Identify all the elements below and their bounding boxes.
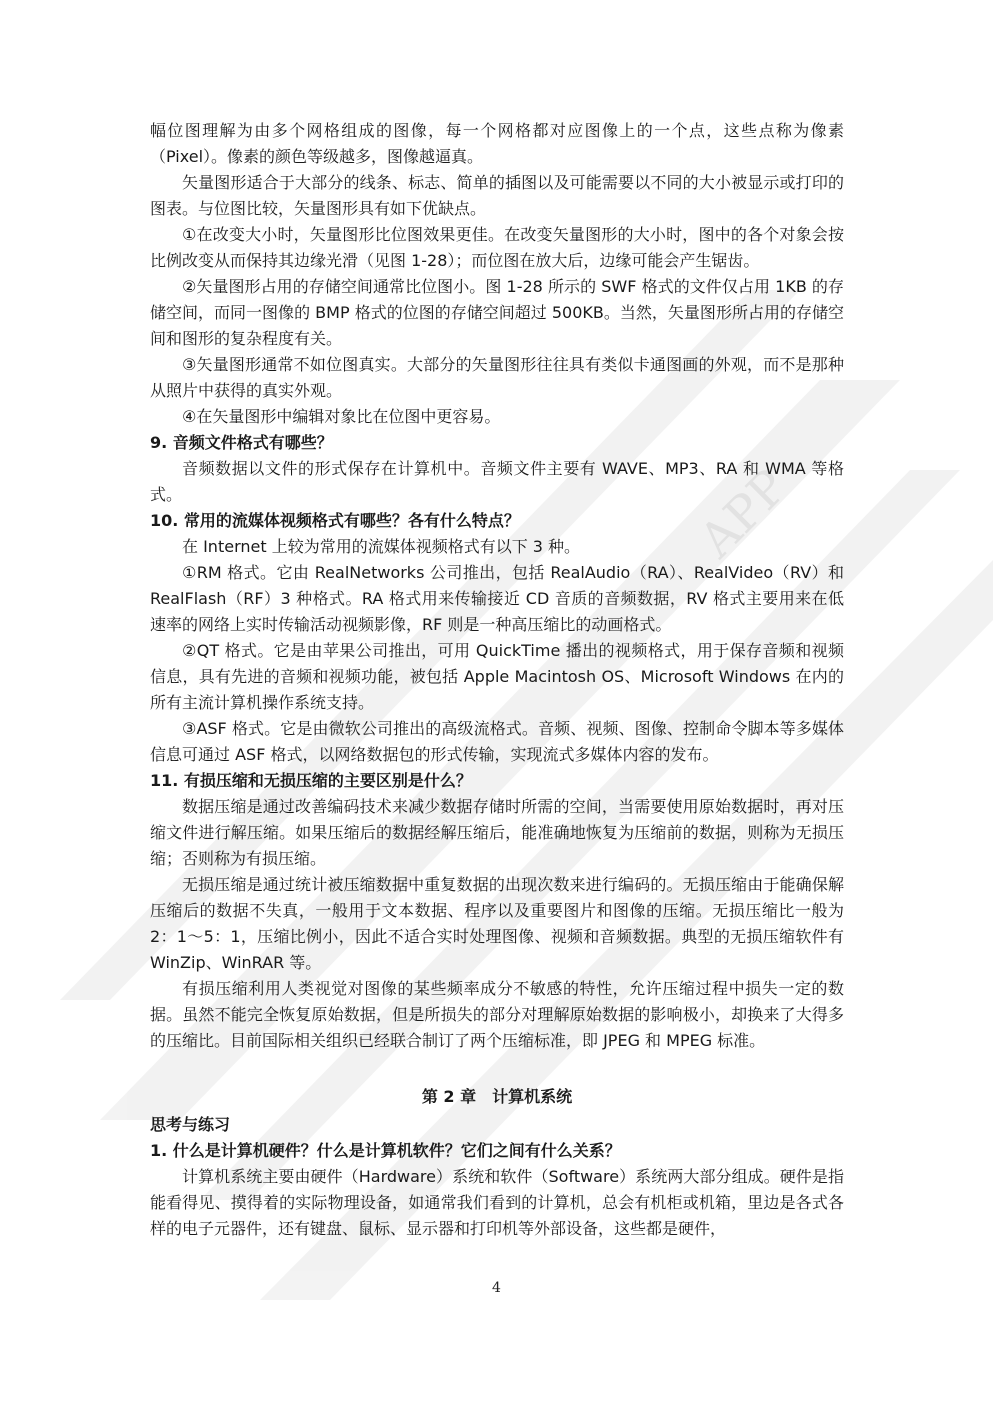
- paragraph-rm-format: ①RM 格式。它由 RealNetworks 公司推出，包括 RealAudio（RA）、RealVideo（RV）和 RealFlash（RF）3 种格式。RA 格式用来传输接近 CD 音质的音频数据，RV 格式主要用来在低速率的网络上实时传输活动视频影像，RF 则是一种高压缩比的动画格式。: [150, 563, 844, 634]
- page-number: 4: [492, 1280, 501, 1296]
- paragraph-asf-format: ③ASF 格式。它是由微软公司推出的高级流格式。音频、视频、图像、控制命令脚本等多媒体信息可通过 ASF 格式，以网络数据包的形式传输，实现流式多媒体内容的发布。: [150, 719, 844, 764]
- paragraph-streaming-intro: 在 Internet 上较为常用的流媒体视频格式有以下 3 种。: [182, 537, 581, 556]
- document-body: [150, 118, 844, 1242]
- question-heading-1: 1. 什么是计算机硬件？什么是计算机软件？它们之间有什么关系？: [150, 1141, 621, 1160]
- paragraph-vector-point-1: ①在改变大小时，矢量图形比位图效果更佳。在改变矢量图形的大小时，图中的各个对象会按比例改变从而保持其边缘光滑（见图 1-28）；而位图在放大后，边缘可能会产生锯齿。: [150, 225, 844, 270]
- paragraph-vector-intro: 矢量图形适合于大部分的线条、标志、简单的插图以及可能需要以不同的大小被显示或打印的图表。与位图比较，矢量图形具有如下优缺点。: [150, 173, 844, 218]
- chapter-title: 第 2 章 计算机系统: [421, 1087, 573, 1106]
- question-heading-10: 10. 常用的流媒体视频格式有哪些？各有什么特点？: [150, 511, 520, 530]
- question-heading-11: 11. 有损压缩和无损压缩的主要区别是什么？: [150, 771, 472, 790]
- paragraph-vector-point-3: ③矢量图形通常不如位图真实。大部分的矢量图形往往具有类似卡通图画的外观，而不是那种从照片中获得的真实外观。: [150, 355, 844, 400]
- paragraph-audio-formats: 音频数据以文件的形式保存在计算机中。音频文件主要有 WAVE、MP3、RA 和 WMA 等格式。: [150, 459, 844, 504]
- question-heading-9: 9. 音频文件格式有哪些？: [150, 433, 333, 452]
- paragraph-lossless: 无损压缩是通过统计被压缩数据中重复数据的出现次数来进行编码的。无损压缩由于能确保解压缩后的数据不失真，一般用于文本数据、程序以及重要图片和图像的压缩。无损压缩比一般为 2：1～5：1，压缩比例小，因此不适合实时处理图像、视频和音频数据。典型的无损压缩软件有 WinZip、WinRAR 等。: [150, 875, 844, 972]
- paragraph-bitmap-definition: 幅位图理解为由多个网格组成的图像，每一个网格都对应图像上的一个点，这些点称为像素（Pixel）。像素的颜色等级越多，图像越逼真。: [150, 121, 844, 166]
- paragraph-hardware-software: 计算机系统主要由硬件（Hardware）系统和软件（Software）系统两大部分组成。硬件是指能看得见、摸得着的实际物理设备，如通常我们看到的计算机，总会有机柜或机箱，里边是各式各样的电子元器件，还有键盘、鼠标、显示器和打印机等外部设备，这些都是硬件，: [150, 1167, 844, 1238]
- paragraph-vector-point-4: ④在矢量图形中编辑对象比在位图中更容易。: [182, 407, 501, 426]
- paragraph-qt-format: ②QT 格式。它是由苹果公司推出，可用 QuickTime 播出的视频格式，用于保存音频和视频信息，具有先进的音频和视频功能，被包括 Apple Macintosh OS、Microsoft Windows 在内的所有主流计算机操作系统支持。: [150, 641, 844, 712]
- paragraph-lossy: 有损压缩利用人类视觉对图像的某些频率成分不敏感的特性，允许压缩过程中损失一定的数据。虽然不能完全恢复原始数据，但是所损失的部分对理解原始数据的影响极小，却换来了大得多的压缩比。目前国际相关组织已经联合制订了两个压缩标准，即 JPEG 和 MPEG 标准。: [150, 979, 844, 1050]
- watermark-text: APP: [688, 458, 799, 569]
- section-practice: 思考与练习: [150, 1115, 231, 1134]
- paragraph-vector-point-2: ②矢量图形占用的存储空间通常比位图小。图 1-28 所示的 SWF 格式的文件仅占用 1KB 的存储空间，而同一图像的 BMP 格式的位图的存储空间超过 500KB。当然，矢量图形所占用的存储空间和图形的复杂程度有关。: [150, 277, 844, 348]
- paragraph-compression-intro: 数据压缩是通过改善编码技术来减少数据存储时所需的空间，当需要使用原始数据时，再对压缩文件进行解压缩。如果压缩后的数据经解压缩后，能准确地恢复为压缩前的数据，则称为无损压缩；否则称为有损压缩。: [150, 797, 844, 868]
